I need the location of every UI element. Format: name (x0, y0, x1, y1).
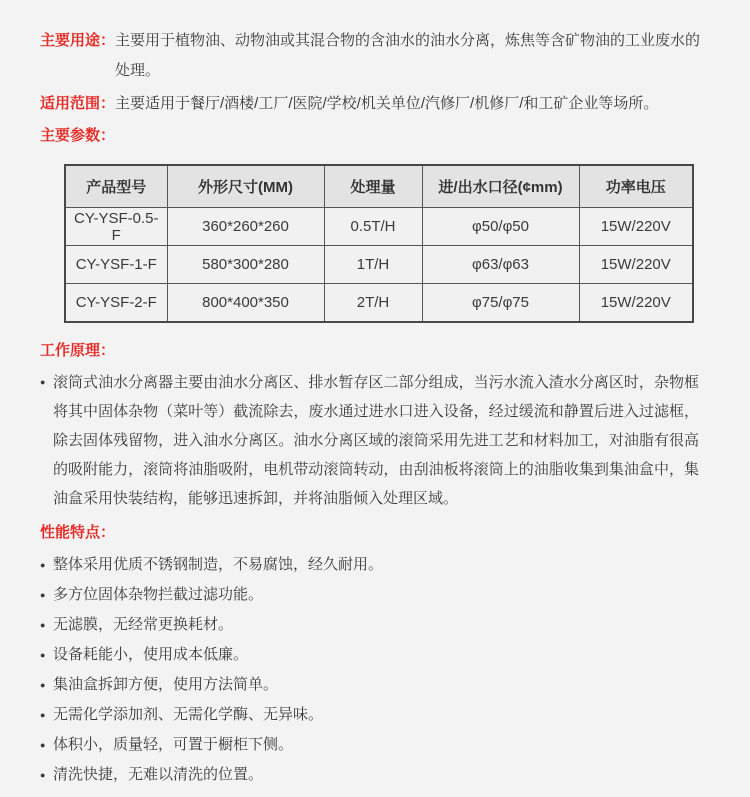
principle-heading: 工作原理： (40, 342, 116, 359)
cell-power-voltage: 15W/220V (579, 284, 693, 323)
bullet-icon: ● (40, 680, 46, 690)
cell-dimensions: 580*300*280 (167, 246, 324, 284)
table-header-row (65, 165, 693, 208)
section-main-use (40, 26, 712, 86)
cell-capacity: 1T/H (324, 246, 422, 284)
cell-dimensions: 800*400*350 (167, 284, 324, 323)
list-item (40, 550, 712, 580)
principle-list (40, 368, 699, 513)
cell-port-diameter: φ50/φ50 (422, 208, 579, 246)
feature-text: 无滤膜，无经常更换耗材。 (53, 616, 234, 633)
bullet-icon: ● (40, 740, 46, 750)
list-item (40, 760, 712, 790)
bullet-icon: ● (40, 560, 46, 570)
scope-heading: 适用范围： (40, 95, 116, 112)
cell-port-diameter: φ75/φ75 (422, 284, 579, 323)
list-item (40, 700, 712, 730)
header-dimensions: 外形尺寸(MM) (167, 165, 324, 208)
principle-text: 滚筒式油水分离器主要由油水分离区、排水暂存区二部分组成，当污水流入渣水分离区时，杂物框将其中固体杂物（菜叶等）截流除去，废水通过进水口进入设备，经过缓流和静置后进入过滤框，除去固体残留物，进入油水分离区。油水分离区域的滚筒采用先进工艺和材料加工，对油脂有很高的吸附能力，滚筒将油脂吸附，电机带动滚筒转动，由刮油板将滚筒上的油脂收集到集油盒中，集油盒采用快装结构，能够迅速拆卸，并将油脂倾入处理区域。 (53, 374, 699, 507)
cell-capacity: 2T/H (324, 284, 422, 323)
bullet-icon: ● (40, 710, 46, 720)
header-power-voltage: 功率电压 (579, 165, 693, 208)
list-item (40, 640, 712, 670)
section-scope (40, 89, 712, 119)
list-item (40, 368, 699, 513)
feature-text: 设备耗能小，使用成本低廉。 (53, 646, 249, 663)
scope-text: 主要适用于餐厅/酒楼/工厂/医院/学校/机关单位/汽修厂/机修厂/和工矿企业等场所。 (115, 95, 659, 112)
feature-text: 集油盒拆卸方便，使用方法简单。 (53, 676, 279, 693)
table-row (65, 246, 693, 284)
cell-model: CY-YSF-2-F (65, 284, 167, 323)
bullet-icon: ● (40, 620, 46, 630)
table-row (65, 208, 693, 246)
header-model: 产品型号 (65, 165, 167, 208)
bullet-icon: ● (40, 770, 46, 780)
cell-model: CY-YSF-1-F (65, 246, 167, 284)
feature-text: 体积小，质量轻，可置于橱柜下侧。 (53, 736, 294, 753)
table-row (65, 284, 693, 323)
cell-dimensions: 360*260*260 (167, 208, 324, 246)
header-capacity: 处理量 (324, 165, 422, 208)
params-heading: 主要参数： (40, 127, 116, 144)
list-item (40, 730, 712, 760)
cell-power-voltage: 15W/220V (579, 246, 693, 284)
feature-text: 无需化学添加剂、无需化学酶、无异味。 (53, 706, 324, 723)
parameters-table (64, 164, 694, 323)
header-port-diameter: 进/出水口径(¢mm) (422, 165, 579, 208)
main-use-text: 主要用于植物油、动物油或其混合物的含油水的油水分离，炼焦等含矿物油的工业废水的处理。 (115, 32, 701, 79)
list-item (40, 580, 712, 610)
list-item (40, 670, 712, 700)
cell-port-diameter: φ63/φ63 (422, 246, 579, 284)
bullet-icon: ● (40, 650, 46, 660)
feature-text: 整体采用优质不锈钢制造，不易腐蚀，经久耐用。 (53, 556, 384, 573)
main-use-heading: 主要用途： (40, 32, 116, 49)
cell-model: CY-YSF-0.5-F (65, 208, 167, 246)
bullet-icon: ● (40, 590, 46, 600)
features-heading: 性能特点： (40, 524, 116, 541)
cell-capacity: 0.5T/H (324, 208, 422, 246)
list-item (40, 610, 712, 640)
cell-power-voltage: 15W/220V (579, 208, 693, 246)
bullet-icon: ● (40, 377, 46, 387)
features-list (40, 550, 712, 790)
feature-text: 清洗快捷，无难以清洗的位置。 (53, 766, 264, 783)
feature-text: 多方位固体杂物拦截过滤功能。 (53, 586, 264, 603)
